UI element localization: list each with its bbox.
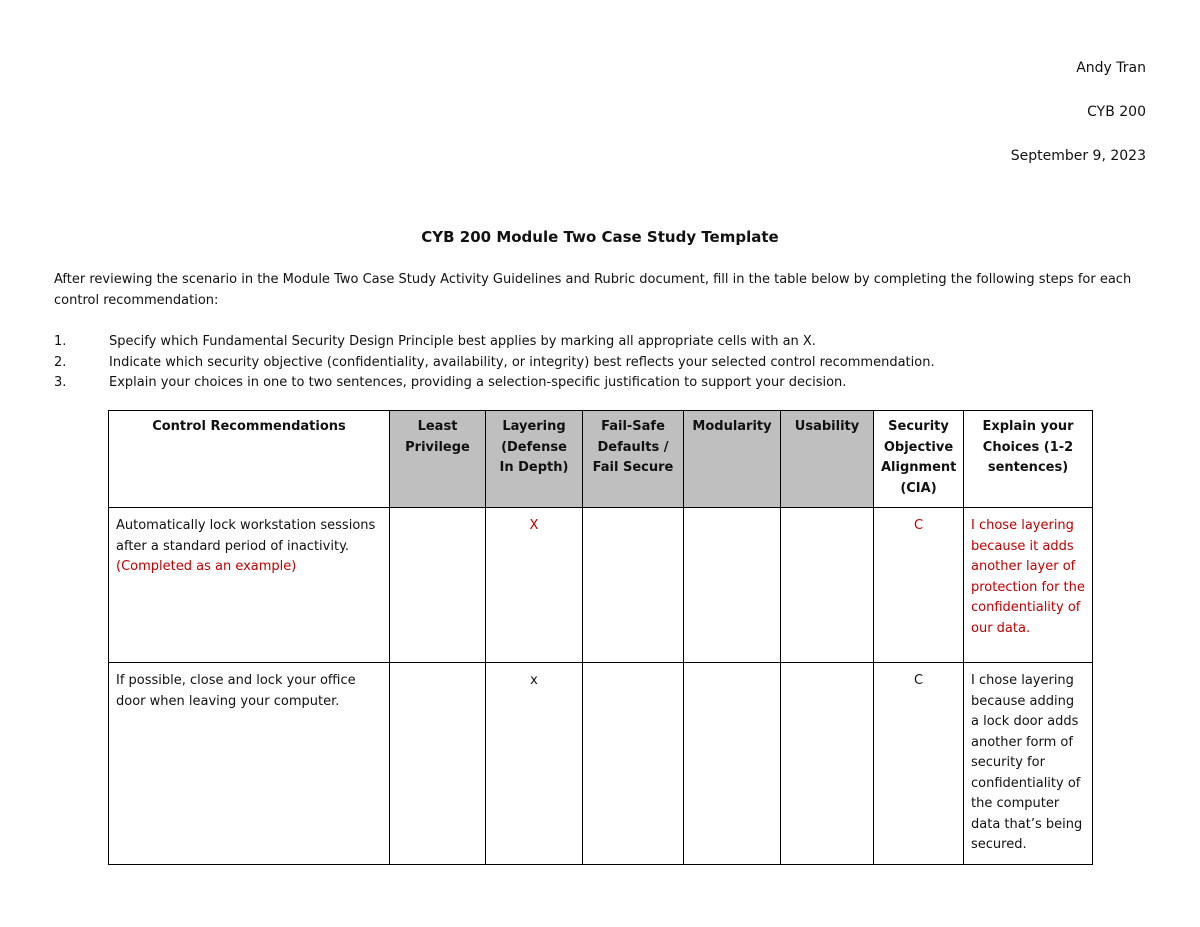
table-row xyxy=(109,663,1093,865)
cia-cell: C xyxy=(874,663,964,865)
explanation-cell: I chose layering because it adds another layer of protection for the confidentiality of our data. xyxy=(964,508,1093,663)
recommendation-cell xyxy=(109,508,390,663)
least-privilege-cell xyxy=(390,663,486,865)
step-text: Explain your choices in one to two sentences, providing a selection-specific justification to support your decision. xyxy=(109,375,847,390)
step-text: Indicate which security objective (confidentiality, availability, or integrity) best reflects your selected control recommendation. xyxy=(109,354,935,370)
fail-safe-cell xyxy=(583,508,684,663)
table-header-row xyxy=(109,411,1093,508)
header-least-privilege: Least Privilege xyxy=(390,411,486,508)
page-title: CYB 200 Module Two Case Study Template xyxy=(421,228,779,246)
recommendation-text: If possible, close and lock your office door when leaving your computer. xyxy=(116,673,356,709)
header-fail-safe: Fail-Safe Defaults / Fail Secure xyxy=(583,411,684,508)
recommendation-cell xyxy=(109,663,390,865)
header-usability: Usability xyxy=(781,411,874,508)
course-code: CYB 200 xyxy=(1087,104,1146,120)
header-security-objective: Security Objective Alignment (CIA) xyxy=(874,411,964,508)
fail-safe-cell xyxy=(583,663,684,865)
modularity-cell xyxy=(684,663,781,865)
control-recommendations-table xyxy=(108,410,1093,865)
header-layering: Layering (Defense In Depth) xyxy=(486,411,583,508)
steps-list xyxy=(54,332,1154,394)
intro-paragraph: After reviewing the scenario in the Module Two Case Study Activity Guidelines and Rubric document, fill in the table below by completing the following steps for each control recommendation: xyxy=(54,272,1132,308)
modularity-cell xyxy=(684,508,781,663)
example-note: (Completed as an example) xyxy=(116,559,297,574)
layering-cell: x xyxy=(486,663,583,865)
layering-cell: X xyxy=(486,508,583,663)
step-number: 2. xyxy=(54,354,67,370)
document-date: September 9, 2023 xyxy=(1010,148,1146,164)
recommendation-text: Automatically lock workstation sessions after a standard period of inactivity. xyxy=(116,518,376,554)
header-control-recommendations: Control Recommendations xyxy=(109,411,390,508)
step-text: Specify which Fundamental Security Design Principle best applies by marking all appropriate cells with an X. xyxy=(109,334,816,349)
step-number: 3. xyxy=(54,375,67,390)
cia-cell: C xyxy=(874,508,964,663)
list-item xyxy=(54,353,1154,374)
explanation-cell: I chose layering because adding a lock door adds another form of security for confidentiality of the computer data that’s being secured. xyxy=(964,663,1093,865)
header-modularity: Modularity xyxy=(684,411,781,508)
least-privilege-cell xyxy=(390,508,486,663)
list-item xyxy=(54,373,1154,394)
author-name: Andy Tran xyxy=(1076,60,1146,76)
author-header xyxy=(1011,58,1146,190)
usability-cell xyxy=(781,508,874,663)
list-item xyxy=(54,332,1154,353)
header-explain-choices: Explain your Choices (1-2 sentences) xyxy=(964,411,1093,508)
usability-cell xyxy=(781,663,874,865)
table-row xyxy=(109,508,1093,663)
step-number: 1. xyxy=(54,334,67,349)
